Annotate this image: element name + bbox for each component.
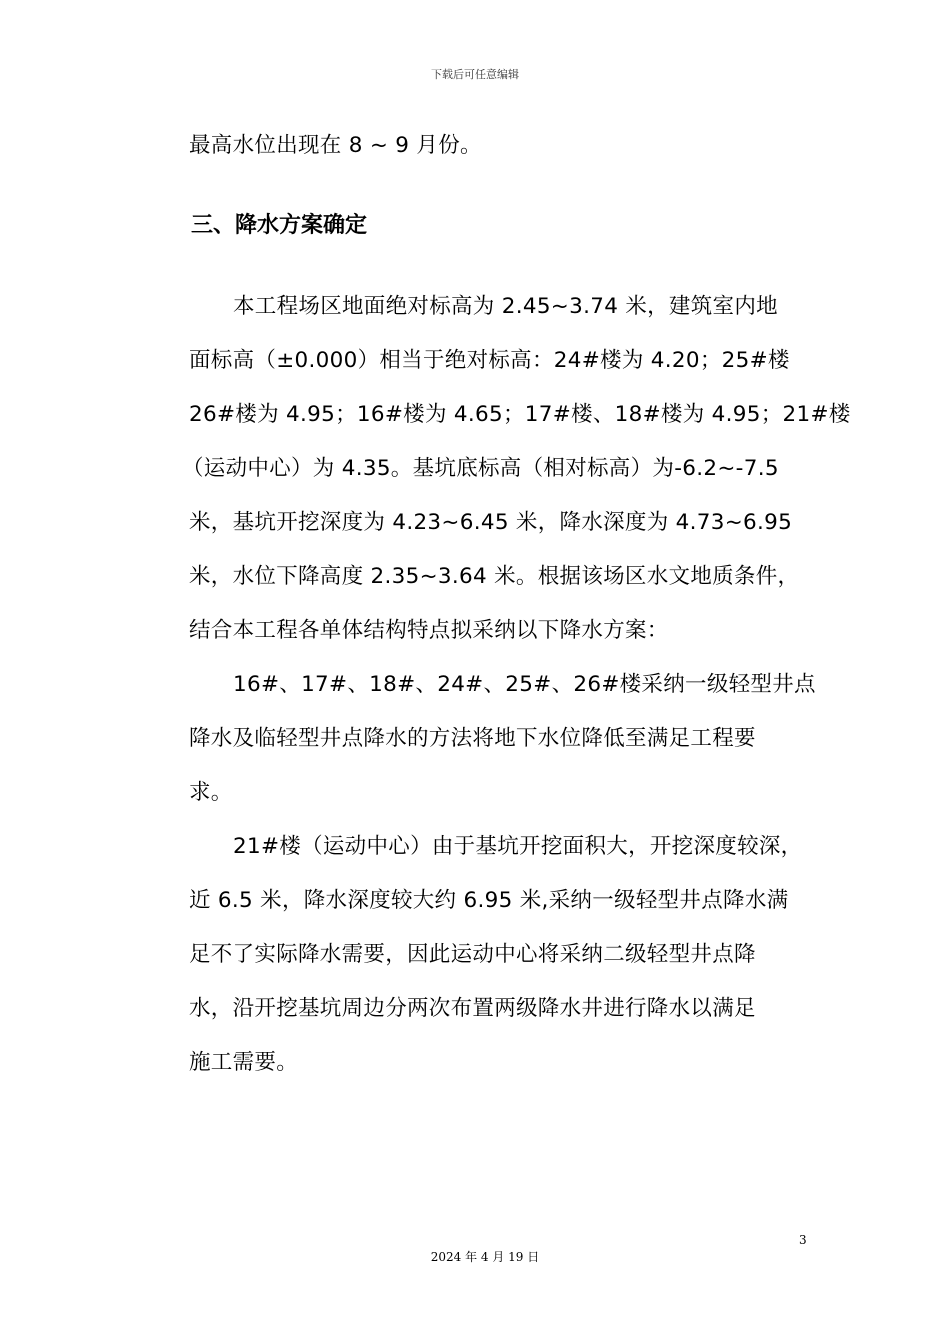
text-line: （运动中心）为 4.35。基坑底标高（相对标高）为-6.2~-7.5 [182, 456, 779, 481]
text-line: 求。 [189, 780, 233, 805]
text-line: 降水及临轻型井点降水的方法将地下水位降低至满足工程要 [189, 726, 756, 751]
text-line: 本工程场区地面绝对标高为 2.45~3.74 米，建筑室内地 [233, 294, 778, 319]
text-line: 近 6.5 米，降水深度较大约 6.95 米,采纳一级轻型井点降水满 [189, 888, 789, 913]
text-line: 足不了实际降水需要，因此运动中心将采纳二级轻型井点降 [189, 942, 756, 967]
page-number: 3 [799, 1233, 807, 1247]
text-line: 最高水位出现在 8 ~ 9 月份。 [189, 133, 482, 158]
text-line: 面标高（±0.000）相当于绝对标高：24#楼为 4.20；25#楼 [189, 348, 790, 373]
section-heading: 三、降水方案确定 [191, 213, 368, 238]
text-line: 21#楼（运动中心）由于基坑开挖面积大，开挖深度较深， [233, 834, 803, 859]
footer-date: 2024 年 4 月 19 日 [430, 1250, 540, 1264]
text-line: 水，沿开挖基坑周边分两次布置两级降水井进行降水以满足 [189, 996, 756, 1021]
page-header: 下载后可任意编辑 [431, 68, 519, 81]
text-line: 结合本工程各单体结构特点拟采纳以下降水方案： [189, 618, 669, 643]
text-line: 米，水位下降高度 2.35~3.64 米。根据该场区水文地质条件， [189, 564, 800, 589]
text-line: 26#楼为 4.95；16#楼为 4.65；17#楼、18#楼为 4.95；21#楼 [189, 402, 851, 427]
text-line: 施工需要。 [189, 1050, 299, 1075]
text-line: 米，基坑开挖深度为 4.23~6.45 米，降水深度为 4.73~6.95 [189, 510, 793, 535]
text-line: 16#、17#、18#、24#、25#、26#楼采纳一级轻型井点 [233, 672, 816, 697]
